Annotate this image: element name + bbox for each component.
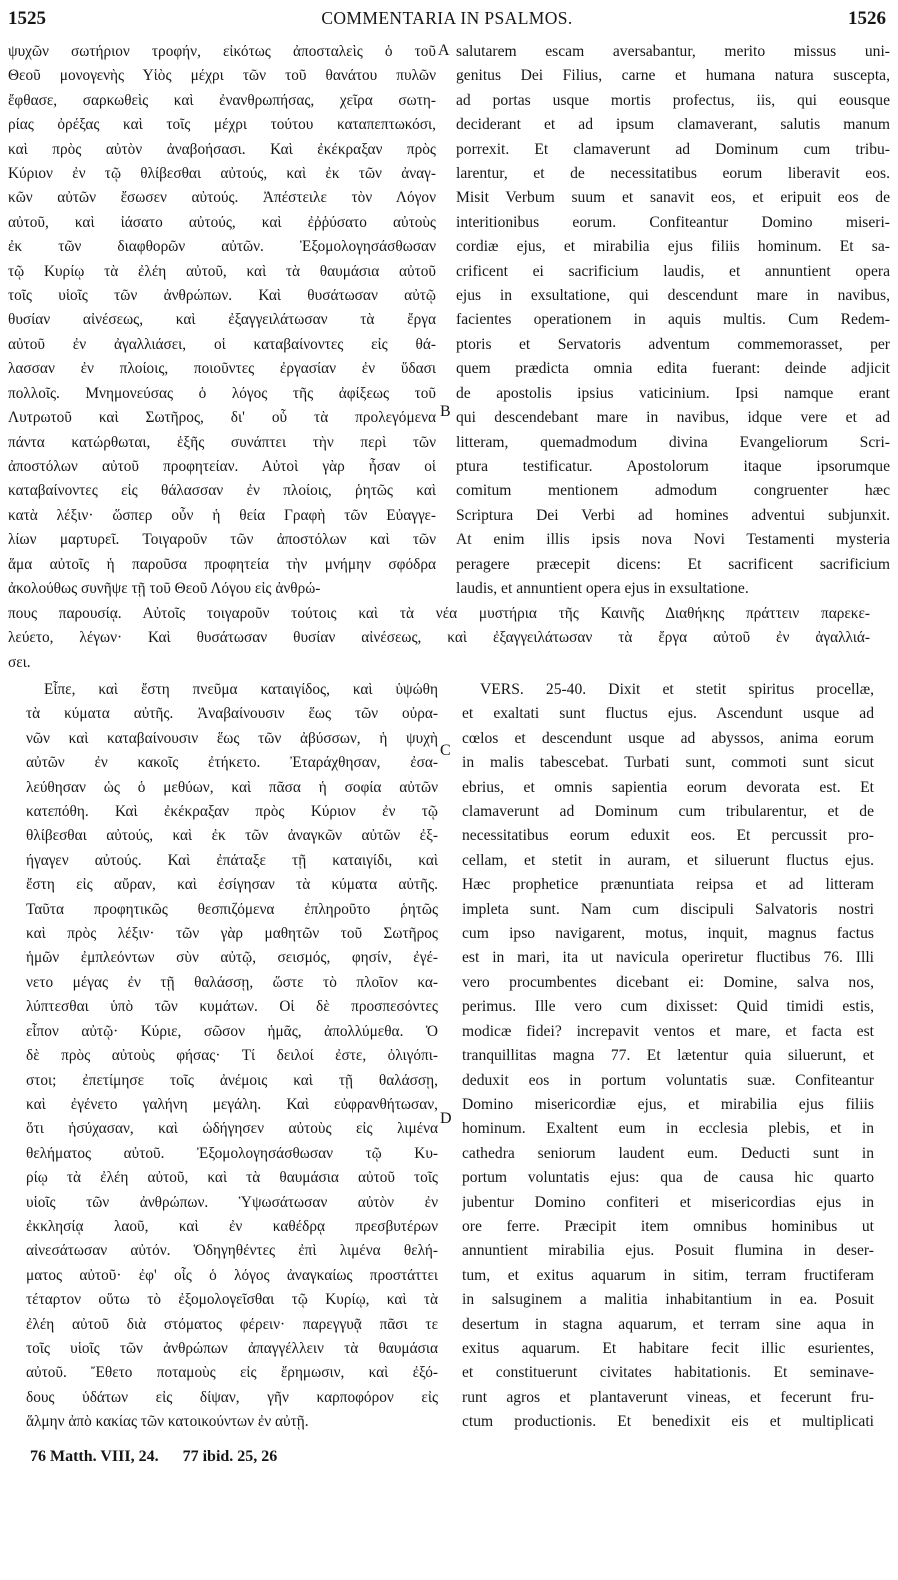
footnotes [30, 1448, 297, 1466]
text-line: λεύθησαν ὡς ὁ μεθύων, καὶ πᾶσα ἡ σοφία αὐτῶν [26, 778, 438, 796]
text-line: Κύριον ἐν τῷ θλίβεσθαι αὐτούς, καὶ ἐκ τῶν ἀναγ- [8, 165, 436, 183]
text-line: peragere præcepit dicens: Et sacrificent sacrificium [456, 555, 890, 573]
text-line: VERS. 25-40. Dixit et stetit spiritus procellæ, [480, 681, 874, 698]
text-line: qui descendebant mare in navibus, idque vere et ad [456, 409, 890, 427]
text-line: de apostolis ipsius vaticinium. Ipsi namque erant [456, 384, 890, 402]
text-line: ἐλέη αὐτοῦ διὰ στόματος φέρειν· παρεγγυᾷ πᾶσι τε [26, 1315, 438, 1333]
text-line: litteram, quemadmodum divina Evangeliorum Scri- [456, 433, 890, 451]
text-line: cordiæ ejus, et mirabilia ejus filiis hominum. Et sa- [456, 238, 890, 256]
running-title: COMMENTARIA IN PSALMOS. [321, 8, 573, 28]
text-line: runt agros et plantaverunt vineas, et fecerunt fru- [462, 1388, 874, 1406]
text-line: στοι; ἐπετίμησε τοῖς ἀνέμοις καὶ τῇ θαλάσσῃ, [26, 1071, 438, 1089]
text-line: vero procumbentes dicebant ei: Domine, salva nos, [462, 973, 874, 991]
text-line: Misit Verbum suum et sanavit eos, et eripuit eos de [456, 189, 890, 207]
margin-marker-a: A [438, 42, 450, 59]
text-line: facientes operationem in aquis multis. Cum Redem- [456, 311, 890, 329]
text-line: ήγαγεν αὐτούς. Καὶ ἐπάταξε τῇ καταιγίδι, καὶ [26, 851, 438, 869]
text-line: crificent ei sacrificium laudis, et annuntient opera [456, 262, 890, 280]
text-line: tum, et exitus aquarum in sitim, terram fructiferam [462, 1266, 874, 1284]
text-line: κατὰ λέξιν· ὥσπερ οὖν ἡ θεία Γραφὴ τῶν Εὐαγγε- [8, 506, 436, 524]
text-line: Εἶπε, καὶ ἔστη πνεῦμα καταιγίδος, καὶ ὑψώθη [44, 681, 438, 698]
text-line: ἡμῶν ἐμπλεόντων σὺν αὐτῷ, σεισμός, φησίν, ἐγέ- [26, 949, 438, 967]
text-line: ctum productionis. Et benedixit eis et multiplicati [462, 1413, 874, 1431]
page-number-left: 1525 [8, 8, 46, 29]
text-line: λύπτεσθαι ὑπὸ τῶν κυμάτων. Οἱ δὲ προσπεσόντες [26, 998, 438, 1016]
text-line: τὰ κύματα αὐτῆς. Ἀναβαίνουσιν ἕως τῶν οὐρα- [26, 705, 438, 723]
text-line: ρίας ὀρέξας καὶ τοῖς μέχρι τούτου καταπεπτωκόσι, [8, 116, 436, 134]
text-line: ore ferre. Præcipit item omnibus hominibus ut [462, 1217, 874, 1235]
text-line: ρίῳ τὰ ἐλέη αὐτοῦ, καὶ τὰ θαυμάσια αὐτοῦ τοῖς [26, 1169, 438, 1187]
text-line: θελήματος αὐτοῦ. Ἐξομολογησάσθωσαν τῷ Κυ- [26, 1144, 438, 1162]
text-line: et exaltati sunt fluctus ejus. Ascendunt usque ad [462, 705, 874, 723]
text-line: ματος αὐτοῦ· ἐφ' οἷς ὁ λόγος ἀναγκαίως προστάττει [26, 1266, 438, 1284]
text-line: tranquillitas magna 77. Et lætentur quia siluerunt, et [462, 1047, 874, 1065]
text-line: σει. [8, 653, 31, 671]
page-header [8, 8, 886, 34]
text-line: κατεπόθη. Καὶ ἐκέκραξαν πρὸς Κύριον ἐν τῷ [26, 803, 438, 821]
text-line: laudis, et annuntient opera ejus in exsultatione. [456, 579, 749, 597]
greek-column-bottom [26, 678, 438, 1435]
latin-column-top [456, 40, 890, 601]
text-line: cum ipso navigarent, motus, inquit, magnus factus [462, 925, 874, 943]
text-line: αὐτοῦ. Ἔθετο ποταμοὺς εἰς ἔρημωσιν, καὶ ἐξό- [26, 1364, 438, 1382]
text-line: quem prædicta omnia edita fuerant: deinde adjicit [456, 360, 890, 378]
text-line: cellam, et stetit in auram, et siluerunt fluctus ejus. [462, 851, 874, 869]
text-line: ἀκολούθως συνῆψε τῇ τοῦ Θεοῦ Λόγου εἰς ἀνθρώ- [8, 579, 321, 597]
text-line: Ταῦτα προφητικῶς θεσπιζόμενα ἐπληροῦτο ῥητῶς [26, 900, 438, 918]
margin-marker-d: D [440, 1110, 452, 1127]
footnote-77: 77 ibid. 25, 26 [182, 1448, 278, 1465]
text-line: cathedra seniorum laudent eum. Deducti sunt in [462, 1144, 874, 1162]
text-line: portum voluntatis ejus: qua de causa hic quarto [462, 1169, 874, 1187]
text-line: ptoris et Servatoris adventum commemorasset, per [456, 335, 890, 353]
text-line: νετο μέγας ἐν τῇ θαλάσσῃ, ὥστε τὸ πλοῖον κα- [26, 973, 438, 991]
page-number-right: 1526 [848, 8, 886, 29]
text-line: Scriptura Dei Verbi ad homines adventui subjunxit. [456, 506, 890, 524]
margin-marker-c: C [440, 742, 451, 759]
text-line: porrexit. Et clamaverunt ad Dominum cum tribu- [456, 140, 890, 158]
text-line: modicæ fidei? increpavit ventos et mare, et facta est [462, 1022, 874, 1040]
text-line: Θεοῦ μονογενὴς Υἱὸς μέχρι τῶν τοῦ θανάτου πυλῶν [8, 67, 436, 85]
text-line: καὶ ἐγένετο γαλήνη μεγάλη. Καὶ εὐφρανθήτωσαν, [26, 1095, 438, 1113]
greek-column-top [8, 40, 436, 601]
text-line: τῷ Κυρίῳ τὰ ἐλέη αὐτοῦ, καὶ τὰ θαυμάσια αὐτοῦ [8, 262, 436, 280]
text-line: αὐτοῦ ἐν ἀγαλλιάσει, οἱ καταβαίνοντες εἰς θά- [8, 335, 436, 353]
text-line: ἀποστόλων αὐτοῦ προφητείαν. Αὐτοὶ γὰρ ἦσαν οἱ [8, 457, 436, 475]
text-line: in salsuginem a malitia inhabitantium in ea. Posuit [462, 1291, 874, 1309]
text-line: interitionibus eorum. Confiteantur Domino miseri- [456, 213, 890, 231]
text-line: salutarem escam aversabantur, merito missus uni- [456, 43, 890, 60]
text-line: δους ὑδάτων εἰς δίψαν, γῆν καρποφόρον εἰς [26, 1388, 438, 1406]
text-line: πολλοῖς. Μνημονεύσας ὁ λόγος τῆς ἀφίξεως τοῦ [8, 384, 436, 402]
text-line: πους παρουσίᾳ. Αὐτοῖς τοιγαροῦν τούτοις καὶ τὰ νέα μυστήρια τῆς Καινῆς Διαθήκης πράττειν παρεκε- [8, 605, 870, 622]
text-line: necessitatibus eorum eduxit eos. Et percussit pro- [462, 827, 874, 845]
text-line: in malis tabescebat. Turbati sunt, commoti sunt sicut [462, 754, 874, 772]
text-line: annuntient mirabilia ejus. Posuit flumina in deser- [462, 1242, 874, 1260]
text-line: comitum mentionem admodum congruenter hæc [456, 482, 890, 500]
text-line: θυσίαν αἰνέσεως, καὶ ἐξαγγειλάτωσαν τὰ ἔργα [8, 311, 436, 329]
latin-column-bottom [462, 678, 874, 1435]
text-line: δὲ πρὸς αὐτοὺς φήσας· Τί δειλοί ἐστε, ὀλιγόπι- [26, 1047, 438, 1065]
text-line: genitus Dei Filius, carne et humana natura suscepta, [456, 67, 890, 85]
text-line: deduxit eos in portum voluntatis suæ. Confiteantur [462, 1071, 874, 1089]
text-line: νῶν καὶ καταβαίνουσιν ἕως τῶν ἀβύσσων, ἡ ψυχὴ [26, 729, 438, 747]
text-line: ὅτι ἡσύχασαν, καὶ ὡδήγησεν αὐτοὺς εἰς λιμένα [26, 1120, 438, 1138]
text-line: τοῖς υἱοῖς τῶν ἀνθρώπων. Καὶ θυσάτωσαν αὐτῷ [8, 287, 436, 305]
text-line: θλίβεσθαι αὐτούς, καὶ ἐκ τῶν ἀναγκῶν αὐτῶν ἐξ- [26, 827, 438, 845]
text-line: αὐτοῦ, καὶ ἰάσατο αὐτούς, καὶ ἐῤῥύσατο αὐτοὺς [8, 213, 436, 231]
full-width-paragraph [8, 602, 870, 675]
text-line: cœlos et descendunt usque ad abyssos, anima eorum [462, 729, 874, 747]
text-line: impleta sunt. Nam cum discipuli Salvatoris nostri [462, 900, 874, 918]
text-line: αὐτῶν ἐν κακοῖς ἐτήκετο. Ἐταράχθησαν, ἐσα- [26, 754, 438, 772]
text-line: ejus in exsultatione, qui descendunt mare in navibus, [456, 287, 890, 305]
text-line: ἔστη εἰς αὔραν, καὶ ἐσίγησαν τὰ κύματα αὐτῆς. [26, 876, 438, 894]
text-line: At enim illis ipsis nova Novi Testamenti mysteria [456, 531, 890, 549]
text-line: πάντα κατώρθωται, ἑξῆς συνάπτει τὴν περὶ τῶν [8, 433, 436, 451]
text-line: ψυχῶν σωτήριον τροφήν, εἰκότως ἀποσταλεὶς ὁ τοῦ [8, 43, 436, 60]
text-line: λασσαν ἐν πλοίοις, ποιοῦντες ἐργασίαν ἐν ὕδασι [8, 360, 436, 378]
text-line: desertum in stagna aquarum, et terram sine aqua in [462, 1315, 874, 1333]
text-line: larentur, et de necessitatibus eorum liberavit eos. [456, 165, 890, 183]
text-line: αἰνεσάτωσαν αὐτόν. Ὁδηγηθέντες ἐπὶ λιμένα θελή- [26, 1242, 438, 1260]
text-line: clamaverunt ad Dominum cum tribularentur, et de [462, 803, 874, 821]
text-line: τοῖς υἱοῖς τῶν ἀνθρώπων ἀπαγγέλλειν τὰ θαυμάσια [26, 1339, 438, 1357]
footnote-76: 76 Matth. VIII, 24. [30, 1448, 159, 1465]
text-line: ἅλμην ἀπὸ κακίας τῶν κατοικούντων ἐν αὐτῇ. [26, 1413, 309, 1431]
text-line: καὶ πρὸς λέξιν· τῶν γὰρ μαθητῶν τοῦ Σωτῆρος [26, 925, 438, 943]
text-line: λίων μαρτυρεῖ. Τοιγαροῦν τῶν ἀποστόλων καὶ τῶν [8, 531, 436, 549]
text-line: est in mari, ita ut navicula operiretur fluctibus 76. Illi [462, 949, 874, 967]
text-line: deciderant et ad ipsum clamaverant, salutis manum [456, 116, 890, 134]
text-line: εἶπον αὐτῷ· Κύριε, σῶσον ἡμᾶς, ἀπολλύμεθα. Ὁ [26, 1022, 438, 1040]
text-line: exitus aquarum. Et habitare fecit illic esurientes, [462, 1339, 874, 1357]
text-line: Λυτρωτοῦ καὶ Σωτῆρος, δι' οὗ τὰ προλεγόμενα [8, 409, 436, 427]
text-line: καὶ πρὸς αὐτὸν ἀναβοήσασι. Καὶ ἐκέκραξαν πρὸς [8, 140, 436, 158]
text-line: ἐκ τῶν διαφθορῶν αὐτῶν. Ἐξομολογησάσθωσαν [8, 238, 436, 256]
text-line: Hæc prophetice prænuntiata reipsa et ad litteram [462, 876, 874, 894]
text-line: perimus. Ille vero cum dixisset: Quid timidi estis, [462, 998, 874, 1016]
text-line: κῶν αὐτῶν ἔσωσεν αὐτούς. Ἀπέστειλε τὸν Λόγον [8, 189, 436, 207]
text-line: ἐκκλησίᾳ λαοῦ, καὶ ἐν καθέδρᾳ πρεσβυτέρων [26, 1217, 438, 1235]
text-line: τέταρτον οὕτω τὸ ἐξομολογεῖσθαι τῷ Κυρίῳ, καὶ τὰ [26, 1291, 438, 1309]
text-line: ἔφθασε, σαρκωθεὶς καὶ ἐνανθρωπήσας, χεῖρα σωτη- [8, 91, 436, 109]
text-line: et constituerunt civitates habitationis. Et seminave- [462, 1364, 874, 1382]
text-line: υἱοῖς τῶν ἀνθρώπων. Ὑψωσάτωσαν αὐτὸν ἐν [26, 1193, 438, 1211]
text-line: jubentur Domino confiteri et misericordias ejus in [462, 1193, 874, 1211]
text-line: hominum. Exaltent eum in ecclesia plebis, et in [462, 1120, 874, 1138]
text-line: ptura testificatur. Apostolorum itaque ipsorumque [456, 457, 890, 475]
text-line: καταβαίνοντες εἰς θάλασσαν ἐν πλοίοις, ῥητῶς καὶ [8, 482, 436, 500]
text-line: λεύετο, λέγων· Καὶ θυσάτωσαν θυσίαν αἰνέσεως, καὶ ἐξαγγειλάτωσαν τὰ ἔργα αὐτοῦ ἐν ἀγαλλιά- [8, 629, 870, 647]
text-line: ad portas usque mortis profectus, iis, qui eousque [456, 91, 890, 109]
text-line: ebrius, et omnis sapientia eorum devorata est. Et [462, 778, 874, 796]
text-line: Domino misericordiæ ejus, et mirabilia ejus filiis [462, 1095, 874, 1113]
text-line: ἅμα αὐτοῖς ἡ παροῦσα προφητεία τὴν μνήμην σφόδρα [8, 555, 436, 573]
margin-marker-b: B [440, 403, 451, 420]
